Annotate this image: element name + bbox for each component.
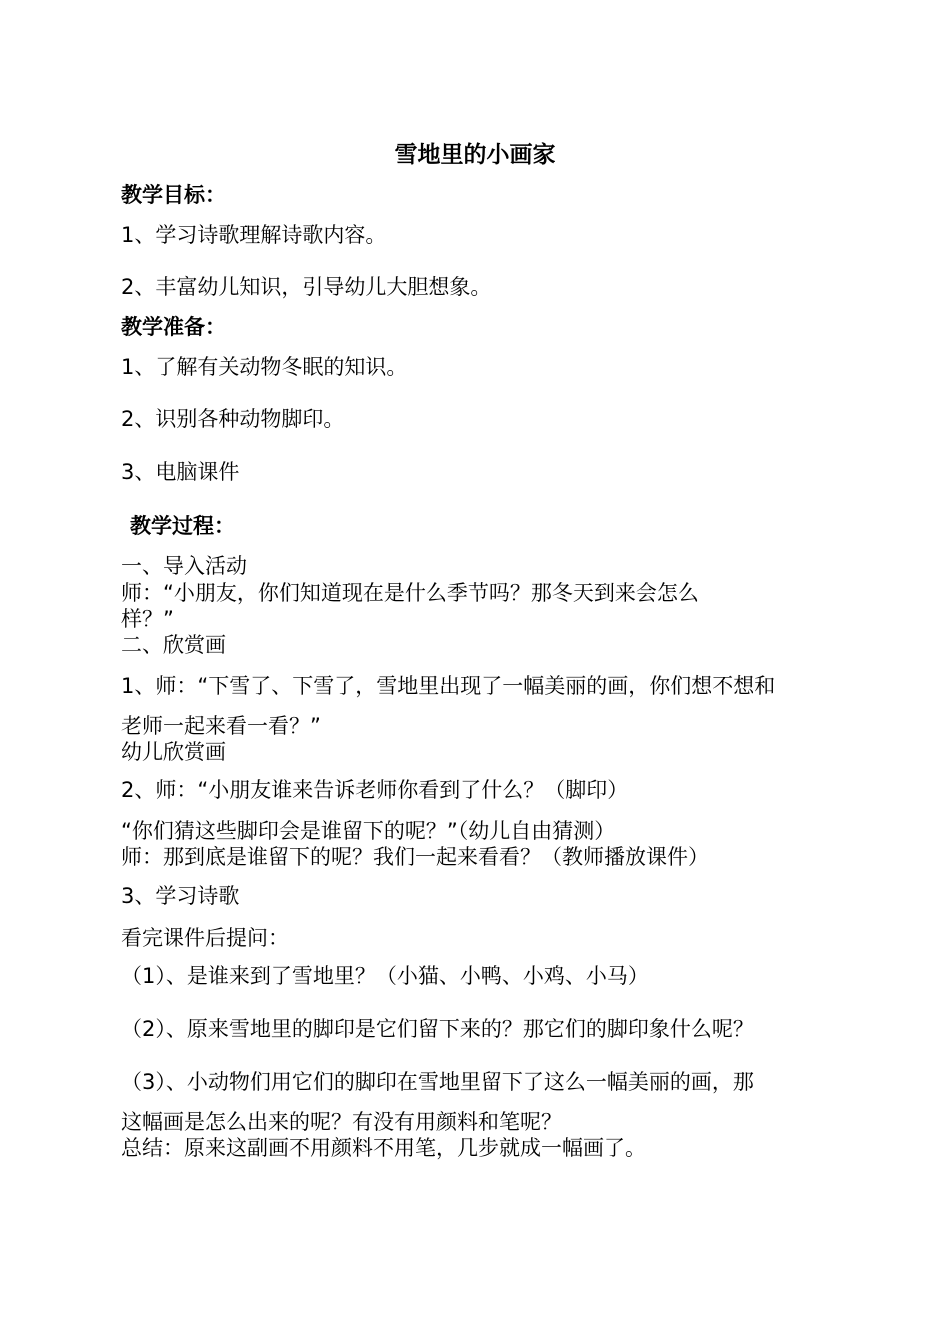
section-heading-goals: 教学目标： xyxy=(121,183,226,207)
process-line: 2、师：“小朋友谁来告诉老师你看到了什么？（脚印） xyxy=(121,778,629,802)
process-line: 师：那到底是谁留下的呢？我们一起来看看？（教师播放课件） xyxy=(121,845,709,869)
process-line: 看完课件后提问： xyxy=(121,926,289,950)
process-line: （1）、是谁来到了雪地里？（小猫、小鸭、小鸡、小马） xyxy=(121,964,649,988)
process-line: 幼儿欣赏画 xyxy=(121,740,226,764)
process-line: 老师一起来看一看？” xyxy=(121,714,321,738)
process-line: 这幅画是怎么出来的呢？有没有用颜料和笔呢？ xyxy=(121,1110,562,1134)
process-line: 一、导入活动 xyxy=(121,554,247,578)
goal-item-1: 1、学习诗歌理解诗歌内容。 xyxy=(121,223,387,247)
process-line: 1、师：“下雪了、下雪了，雪地里出现了一幅美丽的画，你们想不想和 xyxy=(121,674,776,698)
section-heading-process: 教学过程： xyxy=(130,514,235,538)
process-line: （2）、原来雪地里的脚印是它们留下来的？那它们的脚印象什么呢？ xyxy=(121,1017,754,1041)
preparation-item-1: 1、了解有关动物冬眠的知识。 xyxy=(121,355,408,379)
section-heading-preparation: 教学准备： xyxy=(121,315,226,339)
process-line: 师：“小朋友，你们知道现在是什么季节吗？那冬天到来会怎么 xyxy=(121,581,699,605)
process-line: 二、欣赏画 xyxy=(121,633,226,657)
preparation-item-3: 3、电脑课件 xyxy=(121,460,240,484)
process-line: 3、学习诗歌 xyxy=(121,884,240,908)
process-line: 总结：原来这副画不用颜料不用笔，几步就成一幅画了。 xyxy=(121,1136,646,1160)
process-line: 样？” xyxy=(121,607,174,631)
process-line: “你们猜这些脚印会是谁留下的呢？”（幼儿自由猜测） xyxy=(121,819,616,843)
document-title: 雪地里的小画家 xyxy=(394,142,556,168)
preparation-item-2: 2、识别各种动物脚印。 xyxy=(121,407,345,431)
process-line: （3）、小动物们用它们的脚印在雪地里留下了这么一幅美丽的画，那 xyxy=(121,1070,754,1094)
goal-item-2: 2、丰富幼儿知识，引导幼儿大胆想象。 xyxy=(121,275,492,299)
